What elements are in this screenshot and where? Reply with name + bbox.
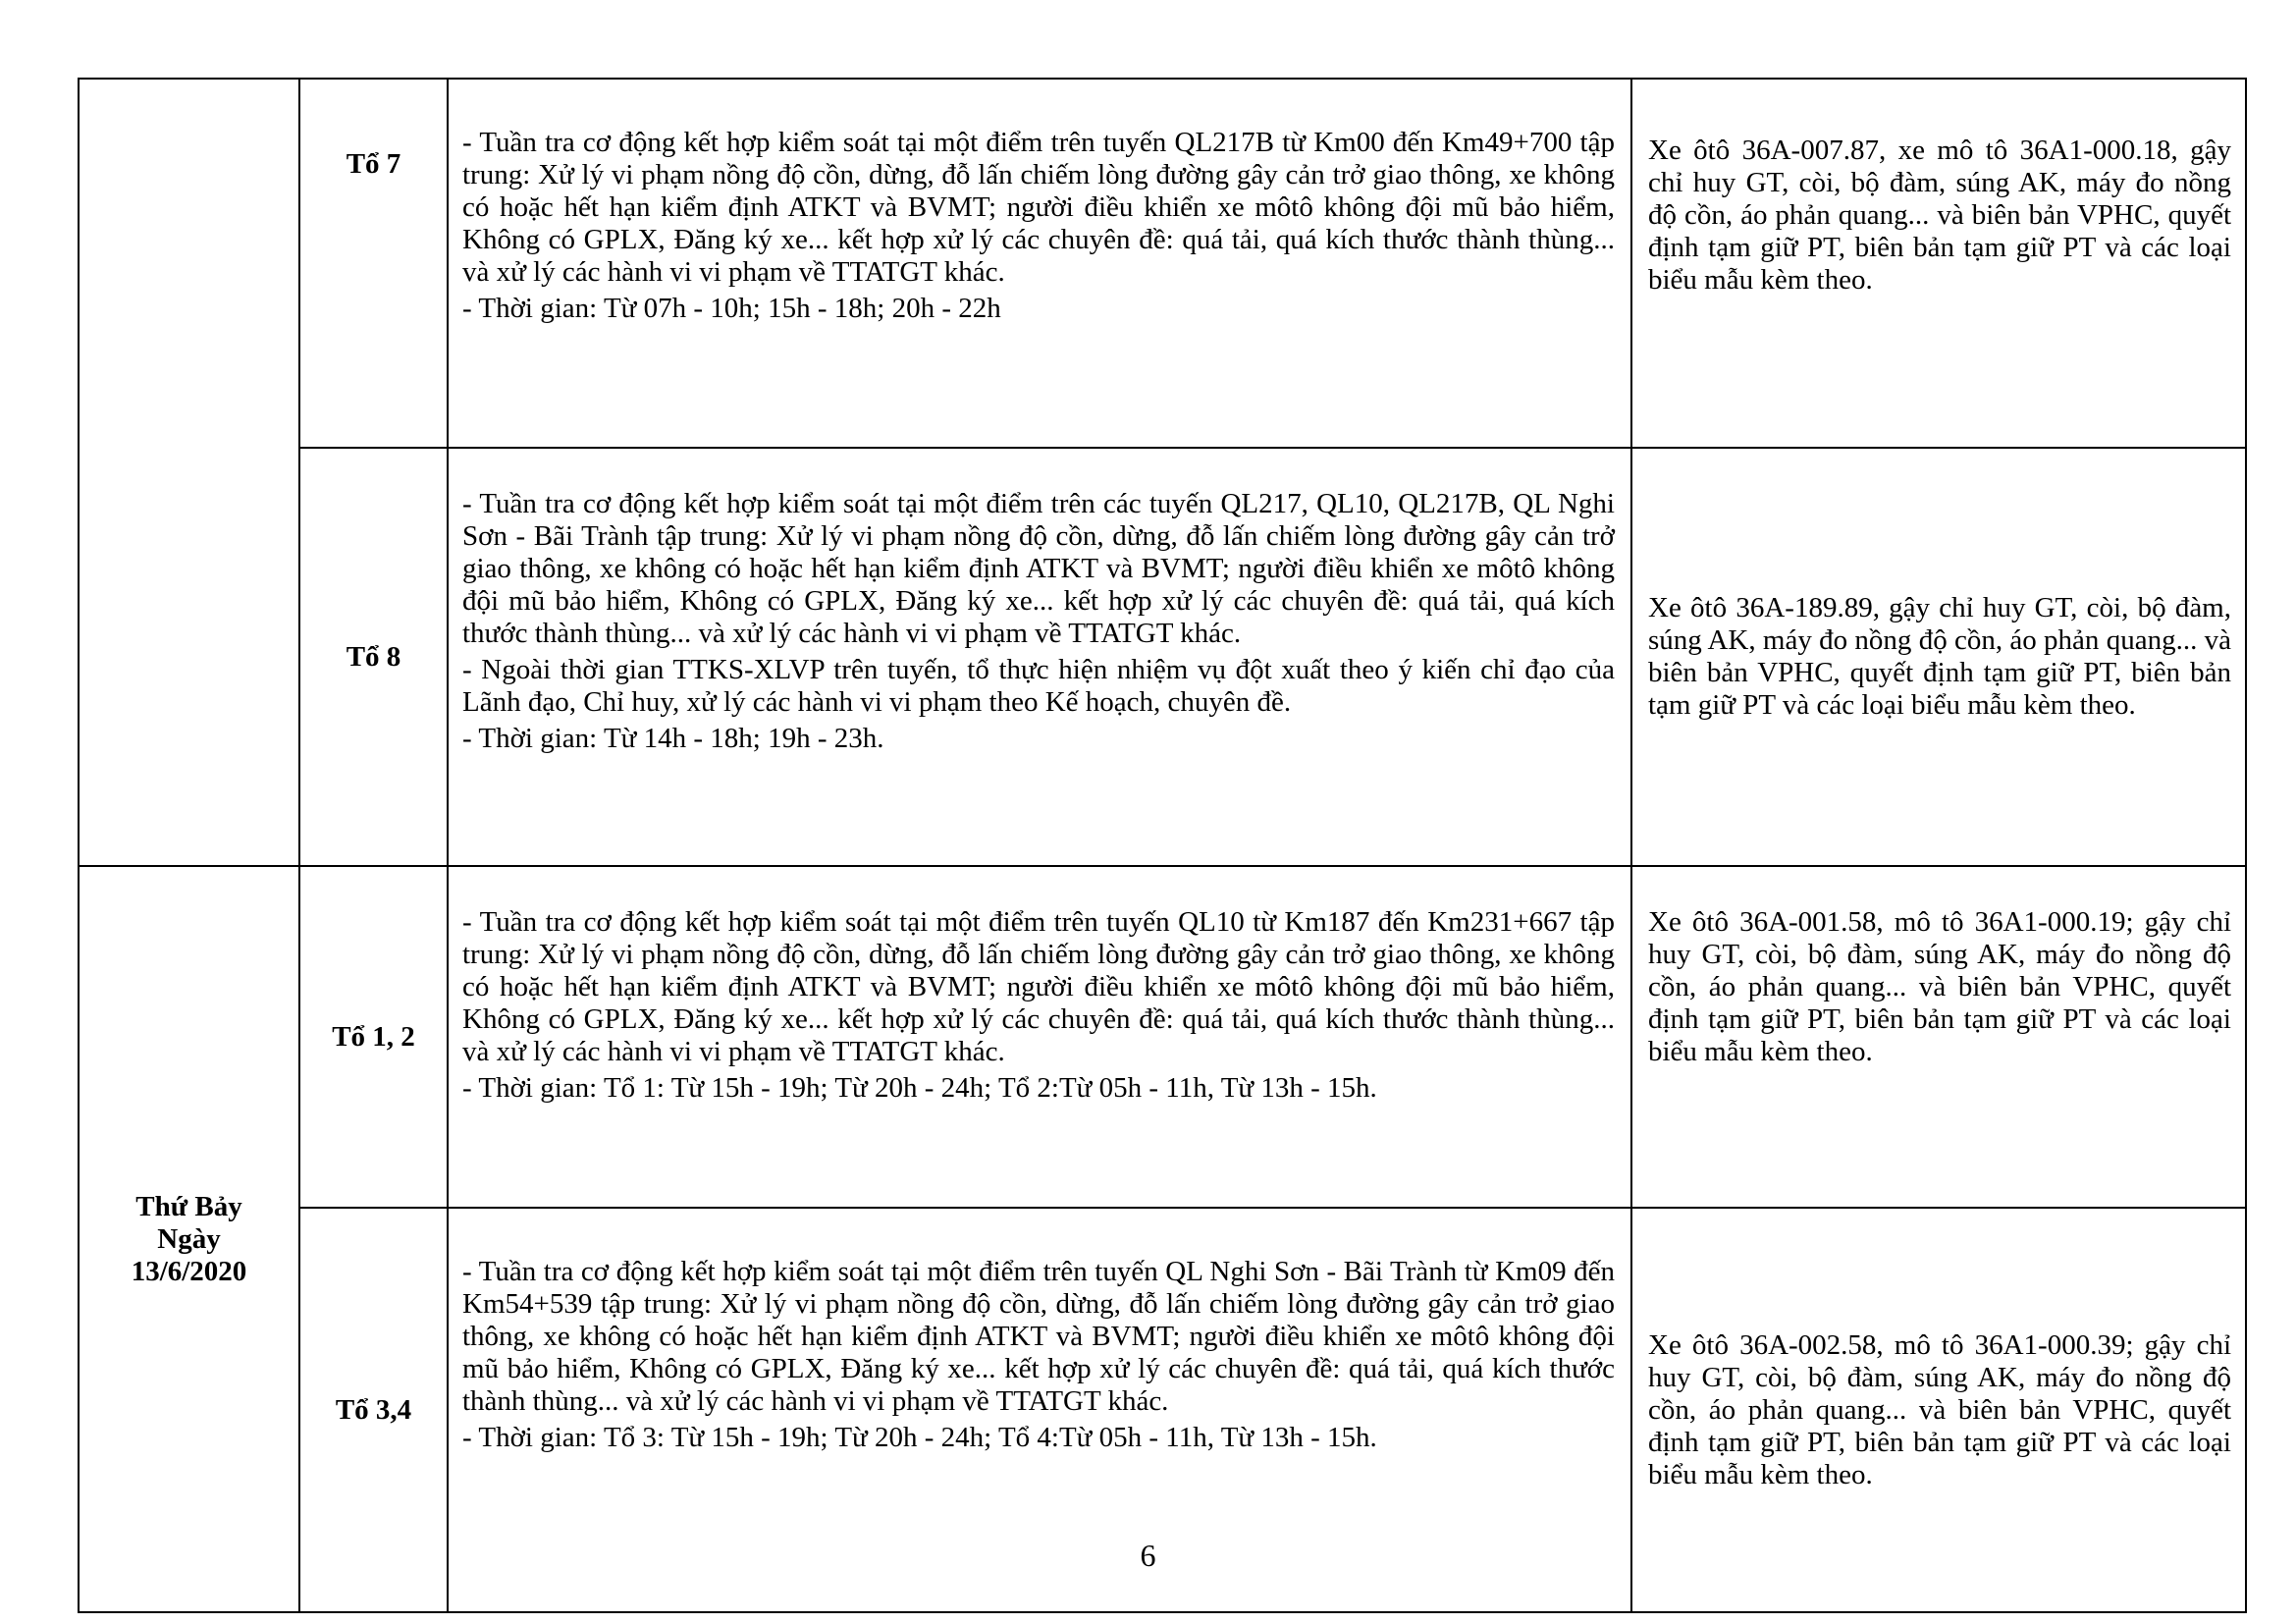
equipment-cell: Xe ôtô 36A-001.58, mô tô 36A1-000.19; gậy chỉ huy GT, còi, bộ đàm, súng AK, máy đo nồng độ cồn, áo phản quang... và biên bản VPHC, quyết định tạm giữ PT, biên bản tạm giữ PT và các loại biểu mẫu kèm theo. — [1631, 866, 2246, 1208]
task-description: - Tuần tra cơ động kết hợp kiểm soát tại một điểm trên tuyến QL Nghi Sơn - Bãi Trành từ Km09 đến Km54+539 tập trung: Xử lý vi phạm nồng độ cồn, dừng, đỗ lấn chiếm lòng đường gây cản trở giao thông, xe không có hoặc hết hạn kiểm định ATKT và BVMT; người điều khiển xe môtô không đội mũ bảo hiểm, Không có GPLX, Đăng ký xe... kết hợp xử lý các chuyên đề: quá tải, quá kích thước thành thùng... và xử lý các hành vi vi phạm về TTATGT khác. — [462, 1256, 1615, 1417]
team-cell: Tổ 1, 2 — [299, 866, 448, 1208]
page-number: 6 — [1140, 1538, 1156, 1573]
task-extra: - Ngoài thời gian TTKS-XLVP trên tuyến, tổ thực hiện nhiệm vụ đột xuất theo ý kiến chỉ đạo của Lãnh đạo, Chỉ huy, xử lý các hành vi vi phạm theo Kế hoạch, chuyên đề. — [462, 654, 1615, 718]
day-date: 13/6/2020 — [131, 1255, 247, 1287]
equipment-cell: Xe ôtô 36A-007.87, xe mô tô 36A1-000.18, gậy chỉ huy GT, còi, bộ đàm, súng AK, máy đo nồng độ cồn, áo phản quang... và biên bản VPHC, quyết định tạm giữ PT, biên bản tạm giữ PT và các loại biểu mẫu kèm theo. — [1631, 79, 2246, 448]
team-cell: Tổ 7 — [299, 79, 448, 448]
table-row — [79, 866, 2246, 1208]
task-time: - Thời gian: Từ 14h - 18h; 19h - 23h. — [462, 723, 884, 754]
task-cell — [448, 866, 1631, 1208]
task-description: - Tuần tra cơ động kết hợp kiểm soát tại một điểm trên tuyến QL217B từ Km00 đến Km49+700 tập trung: Xử lý vi phạm nồng độ cồn, dừng, đỗ lấn chiếm lòng đường gây cản trở giao thông, xe không có hoặc hết hạn kiểm định ATKT và BVMT; người điều khiển xe môtô không đội mũ bảo hiểm, Không có GPLX, Đăng ký xe... kết hợp xử lý các chuyên đề: quá tải, quá kích thước thành thùng... và xử lý các hành vi vi phạm về TTATGT khác. — [462, 127, 1615, 288]
day-cell — [79, 866, 299, 1612]
task-description: - Tuần tra cơ động kết hợp kiểm soát tại một điểm trên các tuyến QL217, QL10, QL217B, QL Nghi Sơn - Bãi Trành tập trung: Xử lý vi phạm nồng độ cồn, dừng, đỗ lấn chiếm lòng đường gây cản trở giao thông, xe không có hoặc hết hạn kiểm định ATKT và BVMT; người điều khiển xe môtô không đội mũ bảo hiểm, Không có GPLX, Đăng ký xe... kết hợp xử lý các chuyên đề: quá tải, quá kích thước thành thùng... và xử lý các hành vi vi phạm về TTATGT khác. — [462, 488, 1615, 649]
day-weekday: Thứ Bảy — [135, 1190, 242, 1222]
task-cell — [448, 79, 1631, 448]
day-cell-continued — [79, 79, 299, 866]
day-label: Ngày — [157, 1222, 221, 1255]
table-row — [79, 448, 2246, 866]
equipment-cell: Xe ôtô 36A-189.89, gậy chỉ huy GT, còi, bộ đàm, súng AK, máy đo nồng độ cồn, áo phản quang... và biên bản VPHC, quyết định tạm giữ PT, biên bản tạm giữ PT và các loại biểu mẫu kèm theo. — [1631, 448, 2246, 866]
task-time: - Thời gian: Tổ 3: Từ 15h - 19h; Từ 20h - 24h; Tổ 4:Từ 05h - 11h, Từ 13h - 15h. — [462, 1422, 1377, 1453]
equipment-cell: Xe ôtô 36A-002.58, mô tô 36A1-000.39; gậy chỉ huy GT, còi, bộ đàm, súng AK, máy đo nồng độ cồn, áo phản quang... và biên bản VPHC, quyết định tạm giữ PT, biên bản tạm giữ PT và các loại biểu mẫu kèm theo. — [1631, 1208, 2246, 1612]
task-cell — [448, 448, 1631, 866]
task-time: - Thời gian: Từ 07h - 10h; 15h - 18h; 20h - 22h — [462, 293, 1001, 324]
team-cell: Tổ 8 — [299, 448, 448, 866]
team-cell: Tổ 3,4 — [299, 1208, 448, 1612]
task-time: - Thời gian: Tổ 1: Từ 15h - 19h; Từ 20h - 24h; Tổ 2:Từ 05h - 11h, Từ 13h - 15h. — [462, 1072, 1377, 1104]
schedule-table — [78, 78, 2247, 1613]
table-row — [79, 79, 2246, 448]
task-description: - Tuần tra cơ động kết hợp kiểm soát tại một điểm trên tuyến QL10 từ Km187 đến Km231+667 tập trung: Xử lý vi phạm nồng độ cồn, dừng, đỗ lấn chiếm lòng đường gây cản trở giao thông, xe không có hoặc hết hạn kiểm định ATKT và BVMT; người điều khiển xe môtô không đội mũ bảo hiểm, Không có GPLX, Đăng ký xe... kết hợp xử lý các chuyên đề: quá tải, quá kích thước thành thùng... và xử lý các hành vi vi phạm về TTATGT khác. — [462, 906, 1615, 1067]
